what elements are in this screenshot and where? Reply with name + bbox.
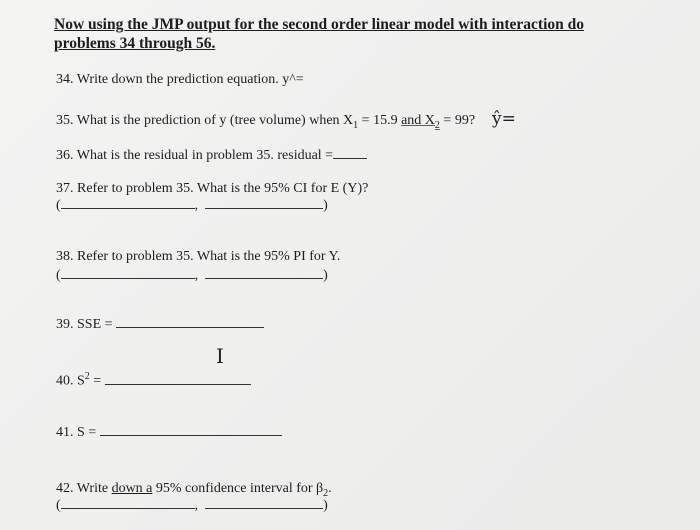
- sse-blank[interactable]: [116, 327, 264, 328]
- question-41: [56, 425, 282, 441]
- question-35: 35. What is the prediction of y (tree volume) when $X_1 = 15.9$ and $X_2 = 99$? ŷ=: [56, 109, 516, 131]
- question-41-text: 41. S =: [56, 425, 97, 440]
- question-37-text: 37. Refer to problem 35. What is the 95% CI for E (Y)?: [56, 181, 369, 196]
- question-35-text: 35. What is the prediction of y (tree volume) when X: [56, 113, 354, 128]
- yhat-handwritten: ŷ=: [492, 109, 516, 129]
- question-39: [56, 317, 264, 333]
- question-42: 42. Write down a 95% confidence interval for $\beta_2$.: [56, 481, 332, 499]
- question-36-text: 36. What is the residual in problem 35. residual =: [56, 148, 334, 163]
- beta2-interval-blank[interactable]: ( , ): [56, 498, 328, 513]
- question-37: [56, 181, 368, 197]
- ci-interval-blank[interactable]: ( , ): [56, 198, 328, 213]
- question-34-text: 34. Write down the prediction equation. y^=: [56, 72, 304, 87]
- residual-blank[interactable]: [333, 158, 367, 159]
- pi-interval-blank[interactable]: ( , ): [56, 268, 328, 283]
- worksheet-heading: Now using the JMP output for the second order linear model with interaction do problems 34 through 56.: [54, 16, 585, 52]
- question-40: 40. $S^2$ =: [56, 371, 251, 390]
- s-blank[interactable]: [100, 435, 282, 436]
- question-39-text: 39. SSE =: [56, 317, 113, 332]
- question-36: [56, 148, 367, 164]
- question-38: [56, 249, 340, 265]
- question-38-text: 38. Refer to problem 35. What is the 95% PI for Y.: [56, 249, 341, 264]
- text-cursor-icon: I: [216, 344, 224, 368]
- question-34: [56, 72, 304, 88]
- s-squared-blank[interactable]: [105, 384, 251, 385]
